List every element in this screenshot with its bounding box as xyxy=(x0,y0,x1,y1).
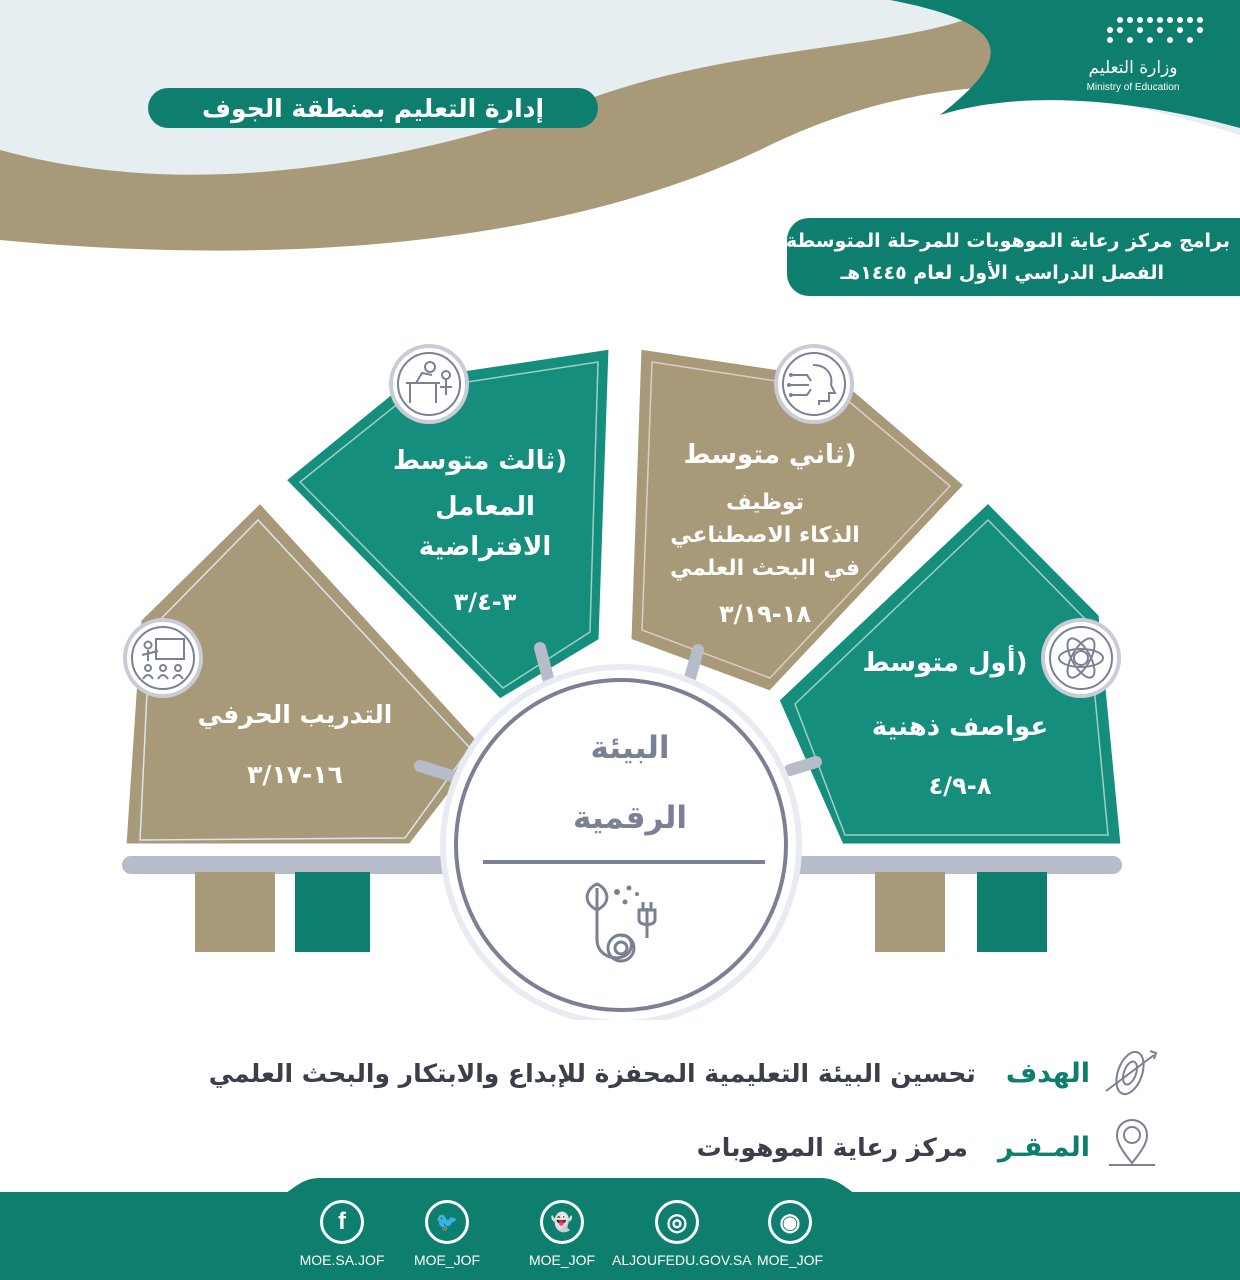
goal-row xyxy=(209,1058,1090,1089)
social-label: MOE.SA.JOF xyxy=(299,1252,385,1268)
goal-label: الهدف xyxy=(1005,1058,1090,1089)
segment-2-title: المعامل xyxy=(435,492,535,522)
social-snapchat[interactable] xyxy=(507,1200,617,1268)
social-instagram[interactable] xyxy=(735,1200,845,1268)
region-title: إدارة التعليم بمنطقة الجوف xyxy=(148,88,598,128)
segment-3-dates: ١٨-٣/١٩ xyxy=(719,600,811,628)
location-pin-icon xyxy=(1105,1115,1160,1170)
segment-4-dates: ٨-٤/٩ xyxy=(928,772,992,800)
instagram-icon: ◉ xyxy=(768,1200,812,1244)
social-label: MOE_JOF xyxy=(413,1252,481,1268)
twitter-icon: 🐦 xyxy=(425,1200,469,1244)
social-label: ALJOUFEDU.GOV.SA xyxy=(612,1252,752,1268)
footer-tab-shape xyxy=(270,1178,870,1198)
social-facebook[interactable] xyxy=(287,1200,397,1268)
facebook-icon: f xyxy=(320,1200,364,1244)
segment-4-title: عواصف ذهنية xyxy=(871,712,1049,742)
location-row xyxy=(697,1132,1090,1163)
teacher-board-icon xyxy=(122,617,204,699)
program-line-2: الفصل الدراسي الأول لعام ١٤٤٥هـ xyxy=(840,262,1164,284)
goal-text: تحسين البيئة التعليمية المحفزة للإبداع والابتكار والبحث العلمي xyxy=(208,1059,976,1088)
ministry-logo xyxy=(1048,12,1218,94)
program-line-1: برامج مركز رعاية الموهوبات للمرحلة المتوسطة xyxy=(785,230,1230,252)
segment-2-subtitle: الافتراضية xyxy=(418,532,552,562)
logo-arabic-text: وزارة التعليم xyxy=(1088,58,1178,78)
segment-3-grade: (ثاني متوسط xyxy=(683,440,857,470)
segment-3-subtitle: الذكاء الاصطناعي xyxy=(670,523,860,548)
segment-1-title: التدريب الحرفي xyxy=(197,700,393,729)
snapchat-icon: 👻 xyxy=(540,1200,584,1244)
logo-english-text: Ministry of Education xyxy=(1086,82,1180,93)
lab-desk-icon xyxy=(388,343,470,425)
segment-3-title: توظيف xyxy=(726,490,804,515)
ai-head-icon xyxy=(773,343,855,425)
social-twitter[interactable] xyxy=(392,1200,502,1268)
social-label: MOE_JOF xyxy=(528,1252,596,1268)
globe-icon: ◎ xyxy=(655,1200,699,1244)
center-line-2: الرقمية xyxy=(572,800,688,836)
segment-3-extra: في البحث العلمي xyxy=(669,556,861,581)
segment-2-grade: (ثالث متوسط xyxy=(392,446,568,476)
location-label: المـقـر xyxy=(997,1132,1090,1163)
social-website[interactable] xyxy=(612,1200,752,1268)
logo-dots-icon xyxy=(1048,12,1218,52)
location-text: مركز رعاية الموهوبات xyxy=(696,1133,968,1162)
segment-1-dates: ١٦-٣/١٧ xyxy=(247,760,343,789)
segment-4-grade: (أول متوسط xyxy=(862,648,1028,678)
social-label: MOE_JOF xyxy=(756,1252,824,1268)
eco-plug-icon xyxy=(575,880,670,975)
segment-2-dates: ٣-٣/٤ xyxy=(453,588,517,616)
center-line-1: البيئة xyxy=(590,730,670,766)
program-banner xyxy=(787,218,1240,296)
target-icon xyxy=(1100,1043,1160,1103)
